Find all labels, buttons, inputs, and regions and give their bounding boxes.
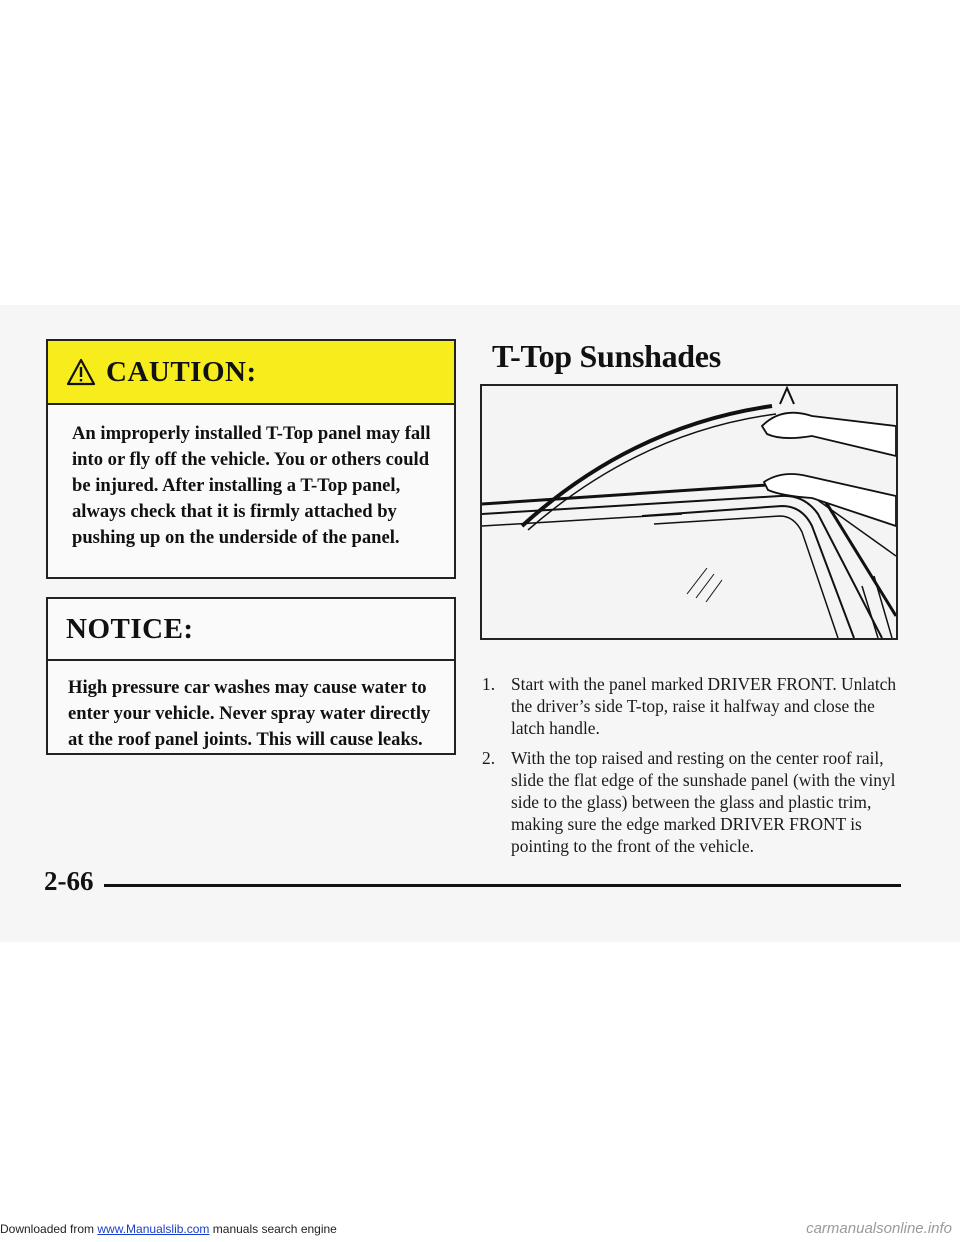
caution-text: An improperly installed T-Top panel may fall into or fly off the vehicle. You or others could be injured. After installing a T-Top panel, always check that it is firmly attached by pushing up on the underside of the panel. — [72, 423, 431, 548]
step-item — [482, 747, 902, 857]
manualslib-link[interactable]: www.Manualslib.com — [97, 1222, 210, 1236]
caution-header — [48, 341, 454, 405]
sunshade-illustration — [480, 384, 898, 640]
steps-list — [482, 673, 902, 865]
section-title: T-Top Sunshades — [492, 338, 721, 374]
notice-box — [46, 597, 456, 755]
step-text: Start with the panel marked DRIVER FRONT. Unlatch the driver’s side T-top, raise it halfway and close the latch handle. — [511, 674, 897, 738]
step-item — [482, 673, 902, 739]
step-number: 2. — [482, 748, 496, 768]
watermark: carmanualsonline.info — [806, 1220, 952, 1237]
caution-box — [46, 339, 456, 579]
download-prefix: Downloaded from — [0, 1222, 98, 1236]
notice-text: High pressure car washes may cause water to enter your vehicle. Never spray water directly at the roof panel joints. This will cause leaks. — [68, 677, 431, 750]
step-text: With the top raised and resting on the center roof rail, slide the flat edge of the sunshade panel (with the vinyl side to the glass) between the glass and plastic trim, making sure the edge marked DRIVER FRONT is pointing to the front of the vehicle. — [511, 748, 896, 856]
download-suffix: manuals search engine — [209, 1222, 337, 1236]
caution-title: CAUTION: — [106, 355, 257, 388]
notice-title: NOTICE: — [66, 612, 194, 645]
warning-triangle-icon — [66, 358, 96, 386]
step-number: 1. — [482, 674, 496, 694]
download-credit — [0, 1222, 337, 1236]
page-number: 2-66 — [44, 866, 94, 896]
t-top-illustration-drawing — [482, 386, 896, 638]
notice-header — [48, 599, 454, 661]
footer-rule — [104, 884, 901, 887]
